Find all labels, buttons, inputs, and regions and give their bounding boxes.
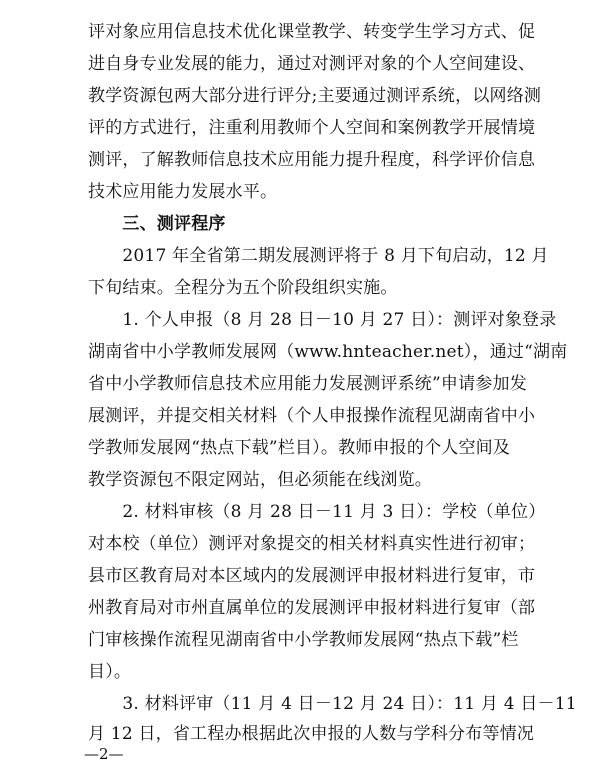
page-number: —2—: [84, 745, 124, 763]
text-line: 2017 年全省第二期发展测评将于 8 月下旬启动，12 月: [88, 246, 549, 266]
text-line: 进自身专业发展的能力，通过对测评对象的个人空间建设、: [88, 54, 536, 74]
text-line: 对本校（单位）测评对象提交的相关材料真实性进行初审；: [88, 534, 536, 554]
text-line: 月 12 日，省工程办根据此次申报的人数与学科分布等情况: [88, 724, 535, 744]
text-line: 展测评，并提交相关材料（个人申报操作流程见湖南省中小: [88, 406, 536, 426]
text-line: 3. 材料评审（11 月 4 日－12 月 24 日）：11 月 4 日－11: [88, 694, 577, 714]
text-line: 县市区教育局对本区域内的发展测评申报材料进行复审，市: [88, 566, 536, 586]
text-line: 门审核操作流程见湖南省中小学教师发展网“热点下载”栏: [88, 630, 519, 650]
text-line: 评对象应用信息技术优化课堂教学、转变学生学习方式、促: [88, 22, 536, 42]
text-line: 测评，了解教师信息技术应用能力提升程度，科学评价信息: [88, 150, 536, 170]
text-line: 目）。: [88, 662, 132, 682]
text-line: 省中小学教师信息技术应用能力发展测评系统”申请参加发: [88, 374, 527, 394]
text-line: 技术应用能力发展水平。: [88, 182, 278, 202]
section-heading: 三、测评程序: [88, 214, 226, 234]
text-line: 湖南省中小学教师发展网（www.hnteacher.net），通过“湖南: [88, 342, 568, 362]
text-line: 教学资源包不限定网站，但必须能在线浏览。: [88, 470, 432, 490]
text-line: 下旬结束。全程分为五个阶段组织实施。: [88, 278, 398, 298]
text-line: 2. 材料审核（8 月 28 日－11 月 3 日）：学校（单位）: [88, 502, 546, 522]
text-line: 教学资源包两大部分进行评分;主要通过测评系统，以网络测: [88, 86, 542, 106]
text-line: 评的方式进行，注重利用教师个人空间和案例教学开展情境: [88, 118, 536, 138]
text-line: 学教师发展网“热点下载”栏目）。教师申报的个人空间及: [88, 438, 511, 458]
text-line: 州教育局对市州直属单位的发展测评申报材料进行复审（部: [88, 598, 536, 618]
text-line: 1. 个人申报（8 月 28 日－10 月 27 日）：测评对象登录: [88, 310, 557, 330]
